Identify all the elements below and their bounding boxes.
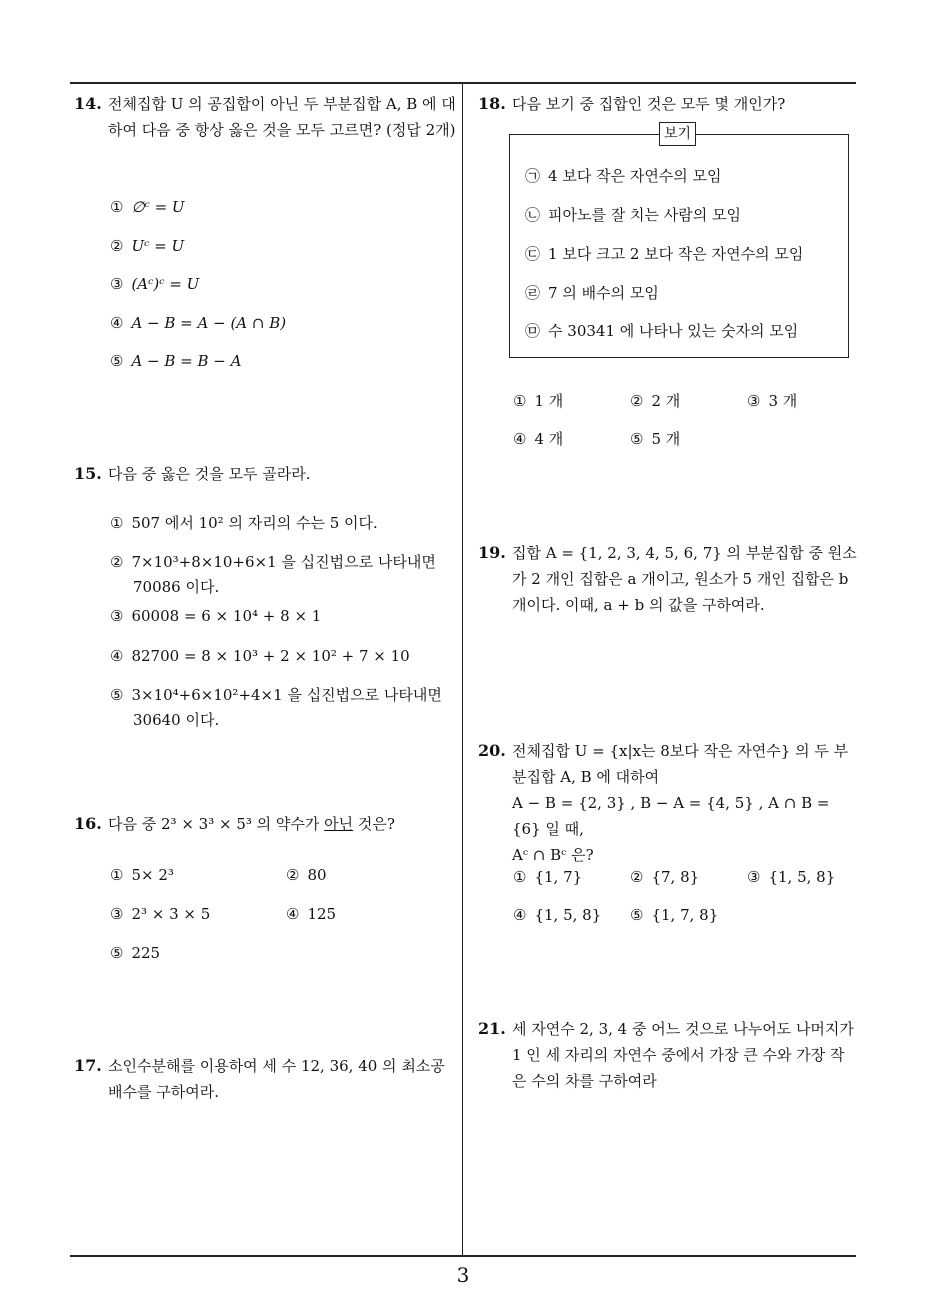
question-number: 19. [478, 543, 506, 562]
bogi-item: ㉠ 4 보다 작은 자연수의 모임 [525, 167, 722, 185]
option-2[interactable]: ② 80 [286, 866, 327, 884]
option-3[interactable]: ③ 3 개 [747, 392, 798, 410]
question-17 [74, 1053, 459, 1105]
bogi-item: ㉤ 수 30341 에 나타나 있는 숫자의 모임 [525, 322, 799, 340]
question-text: 소인수분해를 이용하여 세 수 12, 36, 40 의 최소공배수를 구하여라. [108, 1057, 445, 1101]
question-text: 다음 중 2³ × 3³ × 5³ 의 약수가 아닌 것은? [108, 815, 395, 833]
question-text: 전체집합 U = {x|x는 8보다 작은 자연수} 의 두 부분집합 A, B 에 대하여 [512, 742, 849, 786]
option-2[interactable]: ② 7×10³+8×10+6×1 을 십진법으로 나타내면 [110, 553, 436, 571]
option-5-continued: 30640 이다. [133, 711, 220, 729]
column-divider [462, 82, 463, 1256]
option-5[interactable]: ⑤ 225 [110, 944, 161, 962]
question-text: 전체집합 U 의 공집합이 아닌 두 부분집합 A, B 에 대하여 다음 중 항상 옳은 것을 모두 고르면? (정답 2개) [108, 95, 456, 139]
bogi-item: ㉢ 1 보다 크고 2 보다 작은 자연수의 모임 [525, 245, 804, 263]
question-15 [74, 461, 459, 487]
option-5[interactable]: ⑤ A − B = B − A [110, 352, 242, 370]
bogi-title: 보기 [659, 122, 696, 146]
question-number: 18. [478, 94, 506, 113]
bogi-item: ㉣ 7 의 배수의 모임 [525, 284, 659, 302]
question-16 [74, 811, 459, 837]
option-2-continued: 70086 이다. [133, 578, 220, 596]
underlined-word: 아닌 [324, 815, 354, 833]
option-4[interactable]: ④ A − B = A − (A ∩ B) [110, 314, 287, 332]
question-text-line-3: Aᶜ ∩ Bᶜ 은? [512, 846, 594, 864]
bottom-rule [70, 1255, 856, 1257]
top-rule [70, 82, 856, 84]
question-20 [478, 738, 858, 868]
option-1[interactable]: ① ∅ᶜ = U [110, 198, 185, 216]
option-2[interactable]: ② {7, 8} [630, 868, 700, 886]
option-4[interactable]: ④ 82700 = 8 × 10³ + 2 × 10² + 7 × 10 [110, 647, 410, 665]
option-4[interactable]: ④ 125 [286, 905, 337, 923]
option-1[interactable]: ① 5× 2³ [110, 866, 174, 884]
option-3[interactable]: ③ (Aᶜ)ᶜ = U [110, 275, 200, 293]
option-3[interactable]: ③ 60008 = 6 × 10⁴ + 8 × 1 [110, 607, 322, 625]
option-4[interactable]: ④ {1, 5, 8} [513, 906, 602, 924]
question-text: 다음 중 옳은 것을 모두 골라라. [108, 465, 311, 483]
option-4[interactable]: ④ 4 개 [513, 430, 564, 448]
bogi-item: ㉡ 피아노를 잘 치는 사람의 모임 [525, 206, 741, 224]
question-number: 15. [74, 464, 102, 483]
question-text-line-2: A − B = {2, 3} , B − A = {4, 5} , A ∩ B = {6} 일 때, [512, 794, 830, 838]
question-text: 집합 A = {1, 2, 3, 4, 5, 6, 7} 의 부분집합 중 원소가 2 개인 집합은 a 개이고, 원소가 5 개인 집합은 b 개이다. 이때, a + b 의 값을 구하여라. [512, 544, 857, 614]
question-text: 세 자연수 2, 3, 4 중 어느 것으로 나누어도 나머지가 1 인 세 자리의 자연수 중에서 가장 큰 수와 가장 작은 수의 차를 구하여라 [512, 1020, 854, 1090]
question-19 [478, 540, 858, 618]
option-5[interactable]: ⑤ 5 개 [630, 430, 681, 448]
option-5[interactable]: ⑤ {1, 7, 8} [630, 906, 719, 924]
question-number: 16. [74, 814, 102, 833]
page-number: 3 [456, 1263, 470, 1287]
option-2[interactable]: ② 2 개 [630, 392, 681, 410]
question-number: 14. [74, 94, 102, 113]
question-text: 다음 보기 중 집합인 것은 모두 몇 개인가? [512, 95, 786, 113]
question-14 [74, 91, 459, 143]
option-2[interactable]: ② Uᶜ = U [110, 237, 185, 255]
question-number: 17. [74, 1056, 102, 1075]
question-number: 20. [478, 741, 506, 760]
question-18 [478, 91, 858, 117]
option-3[interactable]: ③ 2³ × 3 × 5 [110, 905, 211, 923]
option-1[interactable]: ① {1, 7} [513, 868, 583, 886]
option-1[interactable]: ① 1 개 [513, 392, 564, 410]
question-number: 21. [478, 1019, 506, 1038]
question-21 [478, 1016, 858, 1094]
option-1[interactable]: ① 507 에서 10² 의 자리의 수는 5 이다. [110, 514, 378, 532]
option-3[interactable]: ③ {1, 5, 8} [747, 868, 836, 886]
option-5[interactable]: ⑤ 3×10⁴+6×10²+4×1 을 십진법으로 나타내면 [110, 686, 442, 704]
